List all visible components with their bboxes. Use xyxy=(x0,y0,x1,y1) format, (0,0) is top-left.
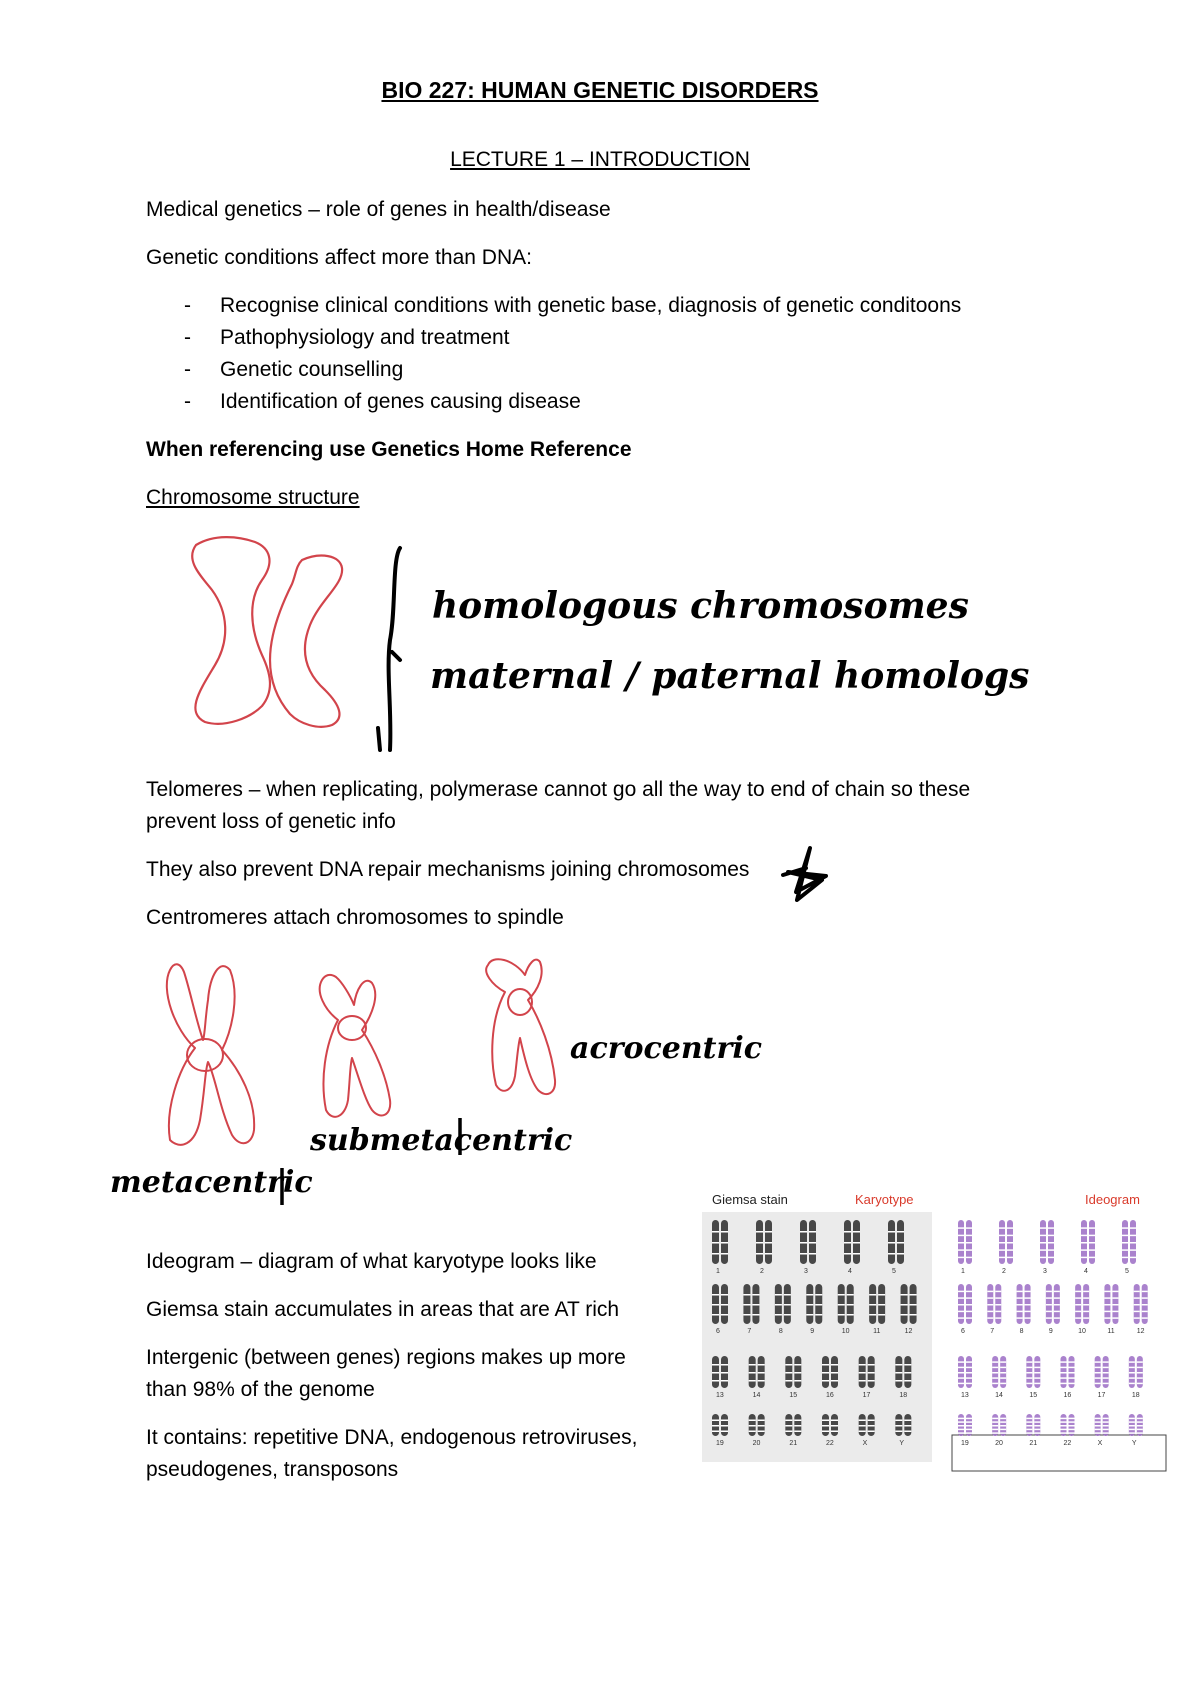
ideogram-chromosome-number: 14 xyxy=(995,1392,1003,1399)
giemsa-stain-label: Giemsa stain xyxy=(712,1192,788,1207)
giemsa-chromosome-number: 14 xyxy=(752,1392,761,1399)
giemsa-chromosome-number: 13 xyxy=(716,1392,724,1399)
contains-line2: pseudogenes, transposons xyxy=(146,1458,399,1481)
ideogram-definition: Ideogram – diagram of what karyotype looks like xyxy=(146,1250,597,1273)
telomeres-repair-line: They also prevent DNA repair mechanisms joining chromosomes xyxy=(146,858,750,881)
karyotype-label: Karyotype xyxy=(855,1192,914,1207)
centromeres-line: Centromeres attach chromosomes to spindle xyxy=(146,906,564,929)
handwritten-maternal-paternal: maternal / paternal homologs xyxy=(430,655,1030,697)
telomeres-line1: Telomeres – when replicating, polymerase cannot go all the way to end of chain so these xyxy=(146,778,971,801)
ideogram-chromosome-number: 1 xyxy=(961,1268,965,1275)
giemsa-chromosome-number: 18 xyxy=(899,1392,908,1399)
giemsa-chromosome-number: 3 xyxy=(804,1268,808,1275)
ideogram-chromosome-number: 6 xyxy=(961,1328,965,1335)
giemsa-chromosome-number: 22 xyxy=(826,1440,834,1447)
giemsa-line: Giemsa stain accumulates in areas that are AT rich xyxy=(146,1298,620,1321)
intergenic-line1: Intergenic (between genes) regions makes up more xyxy=(146,1346,626,1369)
karyotype-ideogram-figure xyxy=(700,1188,1170,1473)
giemsa-chromosome-number: 15 xyxy=(789,1392,798,1399)
telomeres-line2: prevent loss of genetic info xyxy=(146,810,396,833)
ideogram-chromosome-number: 15 xyxy=(1029,1392,1038,1399)
giemsa-chromosome-number: 5 xyxy=(892,1268,896,1275)
giemsa-chromosome-number: X xyxy=(862,1440,868,1447)
ideogram-chromosome-number: 22 xyxy=(1063,1440,1072,1447)
giemsa-chromosome-number: 20 xyxy=(752,1440,761,1447)
giemsa-chromosome-number: 12 xyxy=(904,1328,913,1335)
giemsa-chromosome-number: 16 xyxy=(826,1392,834,1399)
giemsa-chromosome-number: 10 xyxy=(841,1328,850,1335)
ideogram-chromosome-number: 20 xyxy=(995,1440,1003,1447)
giemsa-chromosome-number: 17 xyxy=(862,1392,871,1399)
ideogram-chromosome-number: 13 xyxy=(961,1392,969,1399)
giemsa-chromosome-number: 4 xyxy=(848,1268,852,1275)
ideogram-chromosome-number: Y xyxy=(1131,1440,1137,1447)
ideogram-chromosome-number: 3 xyxy=(1043,1268,1047,1275)
submetacentric-chromosome-drawing xyxy=(320,975,391,1117)
giemsa-chromosome-number: 21 xyxy=(789,1440,798,1447)
label-metacentric: metacentric xyxy=(110,1165,313,1200)
contains-line1: It contains: repetitive DNA, endogenous retroviruses, xyxy=(146,1426,638,1449)
course-title: BIO 227: HUMAN GENETIC DISORDERS xyxy=(381,77,819,103)
handwritten-homologous: homologous chromosomes xyxy=(432,585,969,627)
ideogram-chromosome-number: 12 xyxy=(1136,1328,1145,1335)
giemsa-chromosome-number: 2 xyxy=(760,1268,764,1275)
ideogram-label: Ideogram xyxy=(1085,1192,1140,1207)
ideogram-chromosome-number: 9 xyxy=(1048,1328,1053,1335)
ideogram-chromosome-number: X xyxy=(1097,1440,1103,1447)
ideogram-chromosome-number: 21 xyxy=(1029,1440,1038,1447)
referencing-note: When referencing use Genetics Home Reference xyxy=(146,438,632,461)
medical-genetics-line: Medical genetics – role of genes in health/disease xyxy=(146,198,611,221)
metacentric-chromosome-drawing xyxy=(167,964,254,1145)
giemsa-chromosome-number: 9 xyxy=(810,1328,815,1335)
ideogram-chromosome-number: 7 xyxy=(990,1328,995,1335)
chromosome-structure-heading: Chromosome structure xyxy=(146,486,360,509)
giemsa-chromosome-number: 11 xyxy=(873,1328,881,1335)
giemsa-chromosome-number: 7 xyxy=(747,1328,752,1335)
document-page: BIO 227: HUMAN GENETIC DISORDERS LECTURE 1 – INTRODUCTION Medical genetics – role of genes in health/disease Genetic conditions affect more than DNA: - Recognise clinical conditions with genetic base, diagnosis of genetic conditoons - Pathophysiology and treatment - Genetic counselling - Identification of genes causing disease When referencing use Genetics Home Reference Chromosome structure homologous chromosomes maternal / paternal homologs Telomeres – when replicating, polymerase cannot go all the way to end of chain so these prevent loss of genetic info They also prevent DNA repair mechanisms joining chromosomes Centromeres attach chromosomes to spindle acrocentric submetacentric metacentric Ideogram – diagram of what karyotype looks like Giemsa stain accumulates in areas that are AT rich Intergenic (between genes) regions makes up more than 98% of the genome It contains: repetitive DNA, endogenous retroviruses, pseudogenes, transposons Giemsa stain Karyotype Ideogram 1 1 2 2 3 3 4 4 5 5 6 6 7 7 8 8 9 9 10 10 11 11 12 12 13 13 14 14 15 15 16 16 17 17 18 18 19 19 20 20 21 21 22 22 X X Y Y xyxy=(0,0,1200,1698)
ideogram-chromosome-number: 8 xyxy=(1019,1328,1024,1335)
ideogram-chromosome-number: 4 xyxy=(1084,1268,1088,1275)
label-submetacentric: submetacentric xyxy=(310,1123,573,1158)
lecture-title: LECTURE 1 – INTRODUCTION xyxy=(450,148,750,171)
ideogram-chromosome-number: 5 xyxy=(1125,1268,1129,1275)
giemsa-chromosome-number: 1 xyxy=(716,1268,720,1275)
ideogram-chromosome-number: 17 xyxy=(1097,1392,1106,1399)
ideogram-chromosome-number: 18 xyxy=(1131,1392,1140,1399)
ideogram-chromosome-number: 16 xyxy=(1063,1392,1072,1399)
ideogram-chromosome-number: 11 xyxy=(1107,1328,1115,1335)
ideogram-chromosome-number: 2 xyxy=(1002,1268,1006,1275)
giemsa-chromosome-number: 6 xyxy=(716,1328,720,1335)
affect-heading: Genetic conditions affect more than DNA: xyxy=(146,246,532,269)
intergenic-line2: than 98% of the genome xyxy=(146,1378,375,1401)
giemsa-chromosome-number: 19 xyxy=(716,1440,724,1447)
acrocentric-chromosome-drawing xyxy=(486,959,555,1094)
ideogram-chromosome-number: 10 xyxy=(1078,1328,1086,1335)
giemsa-chromosome-number: 8 xyxy=(778,1328,783,1335)
ideogram-chromosome-number: 19 xyxy=(961,1440,969,1447)
giemsa-chromosome-number: Y xyxy=(899,1440,905,1447)
label-acrocentric: acrocentric xyxy=(570,1031,763,1066)
